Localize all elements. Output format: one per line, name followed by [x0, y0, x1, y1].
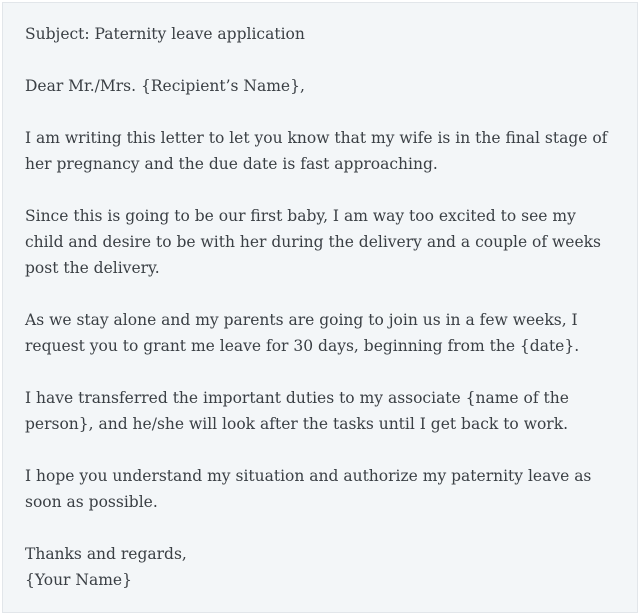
letter-paragraph: I am writing this letter to let you know that my wife is in the final stage of her pregnancy and the due date is fast approaching. [25, 129, 608, 173]
letter-paragraph: I hope you understand my situation and authorize my paternity leave as soon as possible. [25, 467, 592, 511]
letter-paragraph: As we stay alone and my parents are going to join us in a few weeks, I request you to grant me leave for 30 days, beginning from the {date}. [25, 311, 580, 355]
letter-subject: Subject: Paternity leave application [25, 25, 305, 43]
letter-card [2, 2, 638, 613]
letter-salutation: Dear Mr./Mrs. {Recipient’s Name}, [25, 77, 305, 95]
letter-paragraph: I have transferred the important duties to my associate {name of the person}, and he/she will look after the tasks until I get back to work. [25, 389, 569, 433]
letter-signature: {Your Name} [25, 571, 132, 589]
letter-closing: Thanks and regards, [25, 545, 187, 563]
letter-paragraph: Since this is going to be our first baby, I am way too excited to see my child and desire to be with her during the delivery and a couple of weeks post the delivery. [25, 207, 601, 277]
